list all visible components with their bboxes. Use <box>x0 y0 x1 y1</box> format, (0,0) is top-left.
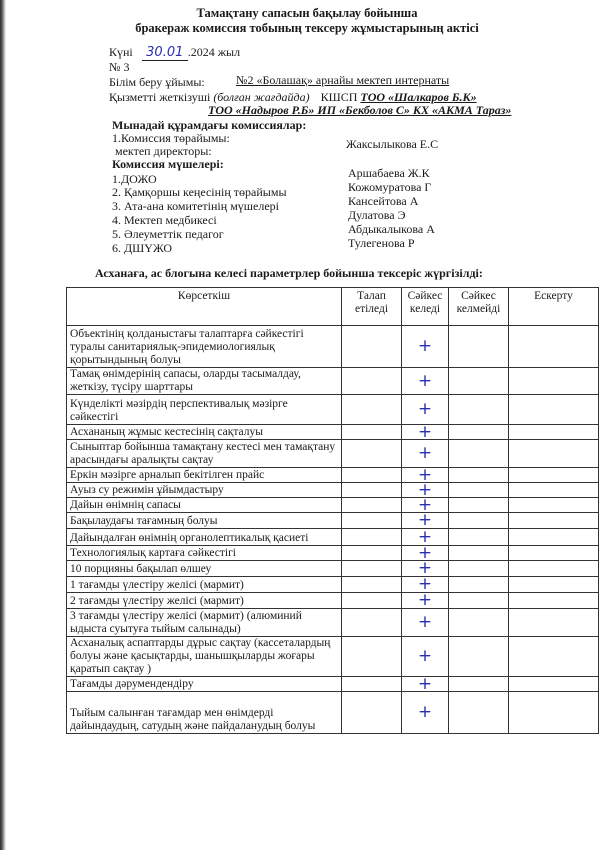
table-row <box>67 513 599 529</box>
note-cell <box>509 577 599 593</box>
member-name: Абдыкалыкова А <box>348 222 435 236</box>
col-indicator: Көрсеткіш <box>67 288 342 326</box>
indicator-cell: Дайын өнімнің сапасы <box>67 498 342 513</box>
table-body <box>67 326 599 734</box>
handwritten-plus-mark: + <box>417 510 433 530</box>
chair-label-line1: 1.Комиссия төрайымы: <box>112 131 230 145</box>
note-cell <box>509 593 599 609</box>
note-cell <box>509 529 599 546</box>
col-note: Ескерту <box>509 288 599 326</box>
required-cell <box>342 577 402 593</box>
date-day-month-handwritten: 30.01 <box>142 45 188 61</box>
match-cell <box>402 326 449 368</box>
handwritten-plus-mark: + <box>417 443 433 463</box>
required-cell <box>342 561 402 577</box>
table-row <box>67 425 599 440</box>
inspection-intro: Асханаға, ас блогына келесі параметрлер бойынша тексеріс жүргізілді: <box>95 266 483 280</box>
indicator-cell: 1 тағамды үлестіру желісі (мармит) <box>67 577 342 593</box>
indicator-cell: Ауыз су режимін ұйымдастыру <box>67 483 342 498</box>
mismatch-cell <box>449 425 509 440</box>
handwritten-plus-mark: + <box>417 612 433 632</box>
mismatch-cell <box>449 692 509 734</box>
indicator-cell: Бақылаудағы тағамның болуы <box>67 513 342 529</box>
member-role: 3. Ата-ана комитетінің мүшелері <box>112 199 279 213</box>
handwritten-plus-mark: + <box>417 526 433 547</box>
mismatch-cell <box>449 498 509 513</box>
required-cell <box>342 593 402 609</box>
mismatch-cell <box>449 326 509 368</box>
handwritten-plus-mark: + <box>417 494 433 515</box>
note-cell <box>509 440 599 468</box>
supplier-2: ТОО «Надыров Р.Б» ИП «Бекболов С» КХ «АКМА Тараз» <box>208 103 512 117</box>
member-role: 6. ДШҮЖО <box>112 241 173 255</box>
table-header-row <box>67 288 599 326</box>
supplier-label: Қызметті жеткізуші <box>109 90 211 104</box>
note-cell <box>509 395 599 425</box>
table-row <box>67 637 599 677</box>
indicator-cell: 10 порцияны бақылап өлшеу <box>67 561 342 577</box>
mismatch-cell <box>449 561 509 577</box>
col-match: Сәйкес келеді <box>402 288 449 326</box>
match-cell <box>402 692 449 734</box>
org-value: №2 «Болашақ» арнайы мектеп интернаты <box>236 73 450 87</box>
note-cell <box>509 368 599 395</box>
indicator-cell: Асханалық аспаптарды дұрыс сақтау (кассеталардың болуы және қасықтарды, шанышқыларды жоғары қаратып сақтау ) <box>67 637 342 677</box>
indicator-cell: Күнделікті мәзірдің перспективалық мәзірге сәйкестігі <box>67 395 342 425</box>
note-cell <box>509 609 599 637</box>
member-name: Кожомуратова Г <box>348 180 432 194</box>
table-row <box>67 577 599 593</box>
required-cell <box>342 609 402 637</box>
scan-edge-shadow <box>0 0 8 850</box>
member-role: 2. Қамқоршы кеңесінің төрайымы <box>112 185 287 199</box>
inspection-table <box>66 287 599 734</box>
mismatch-cell <box>449 468 509 483</box>
title-line-1: Тамақтану сапасын бақылау бойынша <box>196 6 418 20</box>
handwritten-plus-mark: + <box>417 646 433 666</box>
indicator-cell: Объектінің қолданыстағы талаптарға сәйкестігі туралы санитариялық-эпидемиологиялық қорытындының болуы <box>67 326 342 368</box>
match-cell <box>402 440 449 468</box>
note-cell <box>509 546 599 561</box>
required-cell <box>342 529 402 546</box>
note-cell <box>509 637 599 677</box>
supplier-note: (болған жағдайда) <box>213 90 310 104</box>
handwritten-plus-mark: + <box>417 399 433 419</box>
member-name: Тулегенова Р <box>348 236 415 250</box>
table-row <box>67 440 599 468</box>
member-role: 4. Мектеп медбикесі <box>112 213 217 227</box>
table-row <box>67 326 599 368</box>
note-cell <box>509 425 599 440</box>
note-cell <box>509 326 599 368</box>
mismatch-cell <box>449 577 509 593</box>
handwritten-plus-mark: + <box>417 702 433 722</box>
indicator-cell: 3 тағамды үлестіру желісі (мармит) (алюминий ыдыста суытуға тыйым салынады) <box>67 609 342 637</box>
date-label: Күні <box>109 45 133 59</box>
mismatch-cell <box>449 483 509 498</box>
commission-heading: Мынадай құрамдағы комиссиялар: <box>112 118 307 132</box>
member-role: 1.ДОЖО <box>112 172 157 186</box>
match-cell <box>402 609 449 637</box>
date-year: .2024 жыл <box>187 45 241 59</box>
match-cell <box>402 673 449 694</box>
col-required: Талап етіледі <box>342 288 402 326</box>
member-name: Аршабаева Ж.К <box>348 166 430 180</box>
chair-label-line2: мектеп директоры: <box>115 144 212 158</box>
indicator-cell: Дайындалған өнімнің органолептикалық қасиеті <box>67 529 342 546</box>
required-cell <box>342 368 402 395</box>
required-cell <box>342 692 402 734</box>
table-row <box>67 692 599 734</box>
mismatch-cell <box>449 440 509 468</box>
note-cell <box>509 561 599 577</box>
member-role: 5. Әлеуметтік педагог <box>112 227 224 241</box>
handwritten-plus-mark: + <box>417 558 433 578</box>
member-name: Кансейтова А <box>348 194 419 208</box>
note-cell <box>509 468 599 483</box>
handwritten-plus-mark: + <box>417 336 433 356</box>
mismatch-cell <box>449 593 509 609</box>
mismatch-cell <box>449 368 509 395</box>
indicator-cell: Тамақ өнімдерінің сапасы, оларды тасымалдау, жеткізу, түсіру шарттары <box>67 368 342 395</box>
handwritten-plus-mark: + <box>417 542 433 563</box>
required-cell <box>342 326 402 368</box>
note-cell <box>509 513 599 529</box>
table-row <box>67 609 599 637</box>
indicator-cell: Еркін мәзірге арналып бекітілген прайс <box>67 468 342 483</box>
note-cell <box>509 498 599 513</box>
required-cell <box>342 395 402 425</box>
match-cell <box>402 395 449 425</box>
required-cell <box>342 425 402 440</box>
supplier-prefix: КШСП <box>320 90 358 104</box>
required-cell <box>342 483 402 498</box>
note-cell <box>509 483 599 498</box>
handwritten-plus-mark: + <box>417 421 433 442</box>
required-cell <box>342 498 402 513</box>
match-cell <box>402 421 449 442</box>
handwritten-plus-mark: + <box>417 370 433 391</box>
mismatch-cell <box>449 529 509 546</box>
indicator-cell: Сыныптар бойынша тамақтану кестесі мен тамақтану арасындағы аралықты сақтау <box>67 440 342 468</box>
required-cell <box>342 468 402 483</box>
handwritten-plus-mark: + <box>417 673 433 694</box>
required-cell <box>342 440 402 468</box>
supplier-1: ТОО «Шалкаров Б.К» <box>360 90 477 104</box>
title-line-2: бракераж комиссия тобының тексеру жұмыстарының актісі <box>135 21 479 35</box>
date-row <box>109 45 240 61</box>
table-row <box>67 677 599 692</box>
handwritten-plus-mark: + <box>417 590 433 610</box>
required-cell <box>342 677 402 692</box>
indicator-cell: Асхананың жұмыс кестесінің сақталуы <box>67 425 342 440</box>
table-row <box>67 468 599 483</box>
required-cell <box>342 513 402 529</box>
mismatch-cell <box>449 637 509 677</box>
members-heading: Комиссия мүшелері: <box>112 157 224 171</box>
member-name: Дулатова Э <box>348 208 406 222</box>
table-row <box>67 395 599 425</box>
note-cell <box>509 692 599 734</box>
handwritten-plus-mark: + <box>417 574 433 594</box>
org-label: Білім беру ұйымы: <box>109 75 205 89</box>
table-row <box>67 593 599 609</box>
mismatch-cell <box>449 677 509 692</box>
chair-name: Жаксылыкова Е.С <box>346 137 439 151</box>
table-row <box>67 529 599 546</box>
act-number: № 3 <box>109 60 130 74</box>
table-row <box>67 368 599 395</box>
table-row <box>67 498 599 513</box>
indicator-cell: Технологиялық картаға сәйкестігі <box>67 546 342 561</box>
mismatch-cell <box>449 513 509 529</box>
mismatch-cell <box>449 546 509 561</box>
required-cell <box>342 637 402 677</box>
handwritten-plus-mark: + <box>417 464 433 485</box>
handwritten-plus-mark: + <box>417 479 433 500</box>
indicator-cell: 2 тағамды үлестіру желісі (мармит) <box>67 593 342 609</box>
mismatch-cell <box>449 609 509 637</box>
mismatch-cell <box>449 395 509 425</box>
required-cell <box>342 546 402 561</box>
indicator-cell: Тағамды дәрумендендіру <box>67 677 342 692</box>
note-cell <box>509 677 599 692</box>
match-cell <box>402 637 449 677</box>
col-mismatch: Сәйкес келмейді <box>449 288 509 326</box>
table-row <box>67 483 599 498</box>
table-row <box>67 546 599 561</box>
table-row <box>67 561 599 577</box>
match-cell <box>402 368 449 395</box>
indicator-cell: Тыйым салынған тағамдар мен өнімдерді дайындаудың, сатудың және пайдаланудың болуы <box>67 692 342 734</box>
match-cell <box>402 590 449 610</box>
